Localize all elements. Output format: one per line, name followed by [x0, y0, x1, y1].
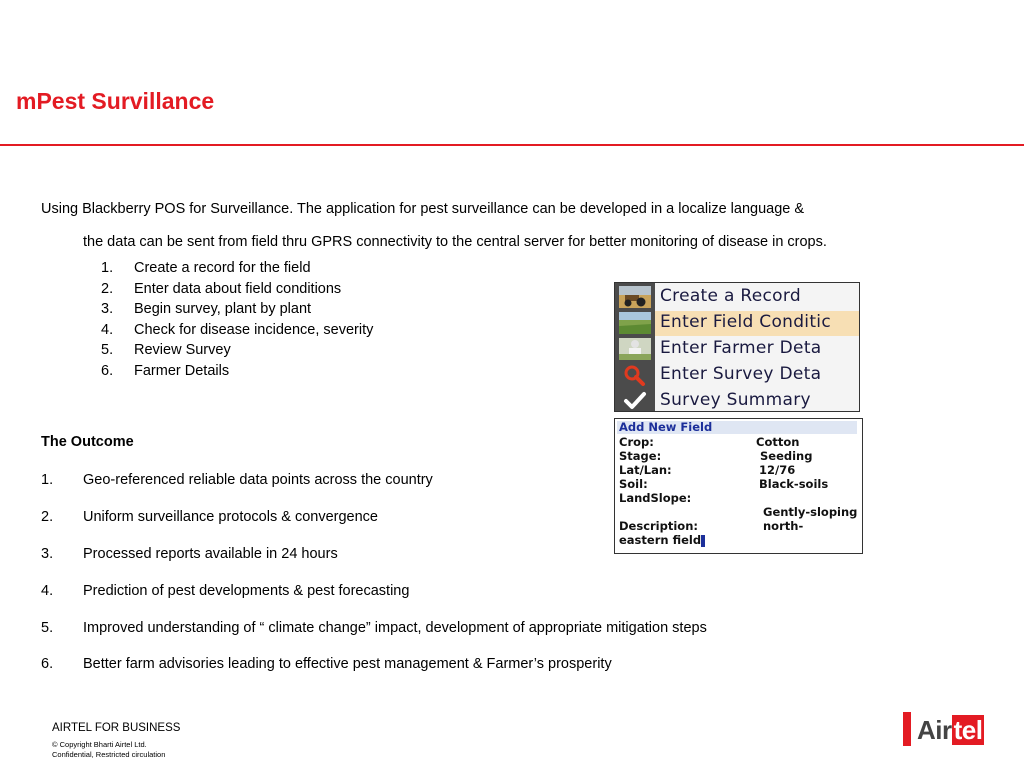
checkmark-icon	[619, 390, 651, 412]
description-text: eastern field	[619, 533, 702, 547]
crop-label: Crop:	[619, 435, 654, 449]
logo-text-tel: tel	[953, 715, 983, 745]
list-item	[41, 507, 707, 544]
menu-item-enter-survey-details[interactable]	[655, 363, 859, 388]
step-number: 2.	[101, 280, 114, 297]
outcome-text: Better farm advisories leading to effective pest management & Farmer’s prosperity	[83, 656, 612, 673]
stage-field[interactable]: Seeding	[760, 449, 813, 463]
list-item	[101, 279, 373, 300]
landslope-field[interactable]: Gently-sloping	[763, 505, 858, 519]
list-item	[101, 361, 373, 382]
description-continuation[interactable]	[619, 533, 705, 547]
step-number: 5.	[101, 342, 114, 358]
list-item	[41, 654, 707, 691]
outcome-number: 2.	[41, 508, 54, 525]
intro-line-1: Using Blackberry POS for Surveillance. The application for pest surveillance can be developed in a localize language &	[41, 201, 805, 217]
text-cursor	[701, 535, 705, 547]
menu-item-create-record[interactable]	[655, 285, 859, 310]
outcome-text: Processed reports available in 24 hours	[83, 545, 338, 562]
description-label: Description:	[619, 519, 698, 533]
step-text: Enter data about field conditions	[134, 280, 342, 297]
outcome-number: 3.	[41, 545, 54, 562]
list-item	[101, 299, 373, 320]
list-item	[101, 340, 373, 361]
menu-item-label: Enter Farmer Deta	[660, 338, 822, 358]
phone-app-menu	[614, 282, 860, 412]
step-text: Review Survey	[134, 342, 231, 358]
list-item	[101, 258, 373, 279]
field-icon	[619, 312, 651, 334]
menu-item-label: Survey Summary	[660, 390, 811, 410]
outcome-list	[41, 470, 707, 691]
menu-item-enter-field-conditions[interactable]	[655, 311, 859, 336]
footer-confidential: Confidential, Restricted circulation	[52, 750, 166, 759]
logo-text-air: Air	[917, 715, 952, 745]
outcome-text: Improved understanding of “ climate change” impact, development of appropriate mitigation steps	[83, 619, 707, 636]
list-item	[41, 618, 707, 655]
menu-item-label: Enter Field Conditic	[660, 312, 831, 332]
menu-item-enter-farmer-details[interactable]	[655, 337, 859, 362]
airtel-logo	[903, 712, 999, 746]
step-number: 1.	[101, 260, 114, 276]
footer-company: AIRTEL FOR BUSINESS	[52, 722, 181, 734]
outcome-number: 5.	[41, 619, 54, 636]
latlan-field[interactable]: 12/76	[759, 463, 796, 477]
menu-item-label: Enter Survey Deta	[660, 364, 822, 384]
add-field-form	[614, 418, 863, 554]
stage-label: Stage:	[619, 449, 662, 463]
landslope-label: LandSlope:	[619, 491, 692, 505]
latlan-label: Lat/Lan:	[619, 463, 672, 477]
tractor-icon	[619, 286, 651, 308]
form-header: Add New Field	[617, 421, 857, 434]
list-item	[101, 320, 373, 341]
crop-field[interactable]: Cotton	[756, 435, 800, 449]
logo-text	[917, 715, 984, 746]
step-text: Check for disease incidence, severity	[134, 321, 374, 338]
farmer-icon	[619, 338, 651, 360]
step-number: 3.	[101, 301, 114, 317]
outcome-number: 4.	[41, 582, 54, 599]
outcome-text: Prediction of pest developments & pest forecasting	[83, 582, 410, 599]
steps-list	[101, 258, 373, 381]
soil-label: Soil:	[619, 477, 648, 491]
logo-bar	[903, 712, 911, 746]
outcome-number: 6.	[41, 656, 54, 673]
title-divider	[0, 144, 1024, 146]
outcome-number: 1.	[41, 472, 54, 488]
step-text: Create a record for the field	[134, 260, 311, 276]
step-text: Farmer Details	[134, 362, 230, 379]
magnifier-icon	[619, 364, 651, 386]
list-item	[41, 470, 707, 507]
outcome-heading: The Outcome	[41, 434, 134, 450]
list-item	[41, 581, 707, 618]
menu-item-survey-summary[interactable]	[655, 389, 859, 412]
step-number: 4.	[101, 321, 114, 338]
list-item	[41, 544, 707, 581]
soil-field[interactable]: Black-soils	[759, 477, 829, 491]
step-number: 6.	[101, 362, 114, 379]
slide-title: mPest Survillance	[16, 88, 215, 114]
step-text: Begin survey, plant by plant	[134, 301, 312, 317]
intro-line-2: the data can be sent from field thru GPRS connectivity to the central server for better monitoring of disease in crops.	[83, 234, 827, 250]
menu-item-label: Create a Record	[660, 286, 801, 306]
outcome-text: Geo-referenced reliable data points across the country	[83, 472, 433, 488]
description-field[interactable]: north-	[763, 519, 804, 533]
outcome-text: Uniform surveillance protocols & convergence	[83, 508, 378, 525]
footer-copyright: © Copyright Bharti Airtel Ltd.	[52, 740, 147, 749]
